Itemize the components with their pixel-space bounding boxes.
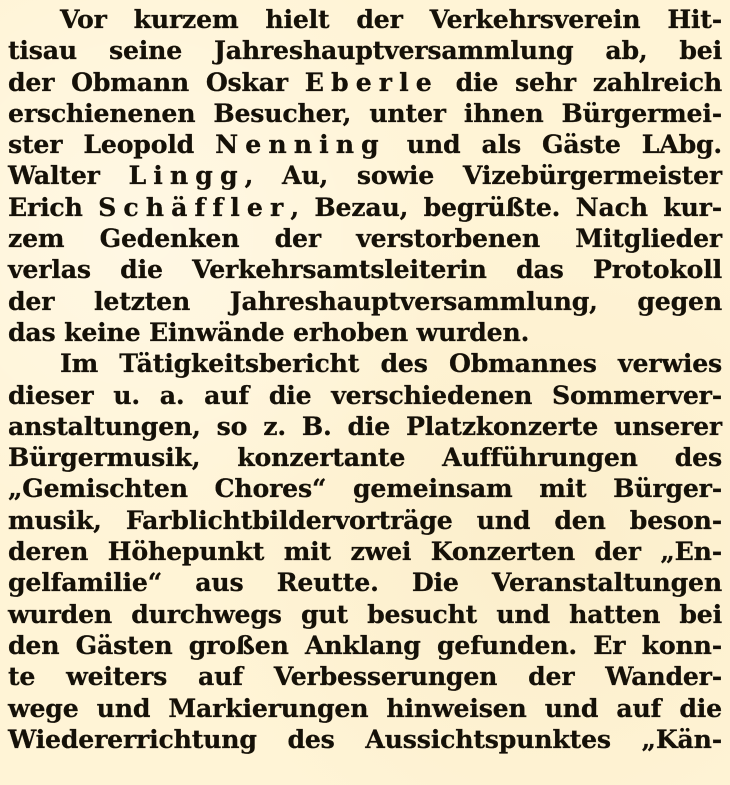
text-line: deren Höhepunkt mit zwei Konzerten der „En- bbox=[8, 536, 722, 567]
text-segment: ster Leopold bbox=[8, 129, 216, 160]
text-line: Wiedererrichtung des Aussichtspunktes „Kän- bbox=[8, 723, 722, 754]
paragraph-1 bbox=[8, 4, 722, 348]
text-line bbox=[8, 160, 722, 191]
text-line: dieser u. a. auf die verschiedenen Sommerver- bbox=[8, 379, 722, 410]
article-body bbox=[8, 4, 722, 755]
text-line: gelfamilie“ aus Reutte. Die Veranstaltungen bbox=[8, 567, 722, 598]
text-line: te weiters auf Verbesserungen der Wander- bbox=[8, 661, 722, 692]
person-name-lingg: Lingg bbox=[128, 160, 245, 191]
text-line: wege und Markierungen hinweisen und auf die bbox=[8, 692, 722, 723]
text-segment: , Bezau, begrüßte. Nach kur- bbox=[290, 191, 722, 222]
text-segment: der Obmann Oskar bbox=[8, 66, 305, 97]
text-segment: die sehr zahlreich bbox=[438, 66, 722, 97]
text-line: Im Tätigkeitsbericht des Obmannes verwies bbox=[60, 348, 722, 379]
text-line: zem Gedenken der verstorbenen Mitglieder bbox=[8, 223, 722, 254]
text-line: wurden durchwegs gut besucht und hatten bei bbox=[8, 598, 722, 629]
text-segment: und als Gäste LAbg. bbox=[385, 129, 722, 160]
text-line: den Gästen großen Anklang gefunden. Er konn- bbox=[8, 629, 722, 660]
text-line: „Gemischten Chores“ gemeinsam mit Bürger- bbox=[8, 473, 722, 504]
text-line bbox=[8, 192, 722, 223]
text-line: anstaltungen, so z. B. die Platzkonzerte unserer bbox=[8, 410, 722, 441]
text-segment: , Au, sowie Vizebürgermeister bbox=[244, 160, 722, 191]
text-line: Bürgermusik, konzertante Aufführungen des bbox=[8, 442, 722, 473]
paragraph-2 bbox=[8, 348, 722, 755]
text-line bbox=[8, 67, 722, 98]
person-name-schaeffler: Schäffler bbox=[98, 191, 291, 222]
person-name-nenning: Nenning bbox=[215, 129, 386, 160]
text-line bbox=[8, 129, 722, 160]
text-line: das keine Einwände erhoben wurden. bbox=[8, 316, 530, 347]
text-line: verlas die Verkehrsamtsleiterin das Protokoll bbox=[8, 254, 722, 285]
text-line: tisau seine Jahreshauptversammlung ab, bei bbox=[8, 35, 722, 66]
text-segment: Walter bbox=[8, 160, 129, 191]
text-line: erschienenen Besucher, unter ihnen Bürgermei- bbox=[8, 97, 722, 128]
text-line: Vor kurzem hielt der Verkehrsverein Hit- bbox=[60, 4, 722, 34]
text-line: der letzten Jahreshauptversammlung, gegen bbox=[8, 285, 722, 316]
text-segment: Erich bbox=[8, 191, 99, 222]
text-line: musik, Farblichtbildervorträge und den beson- bbox=[8, 504, 722, 535]
person-name-eberle: Eberle bbox=[304, 66, 439, 97]
